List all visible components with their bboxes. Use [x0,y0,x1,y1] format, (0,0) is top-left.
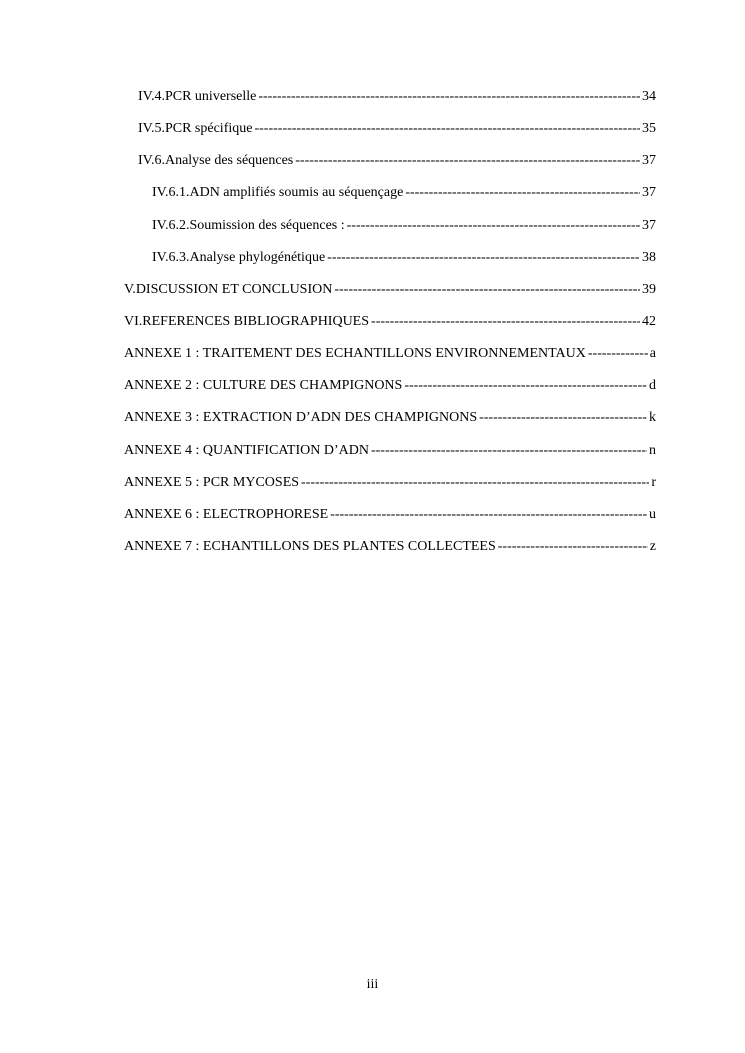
toc-entry[interactable] [138,119,656,139]
toc-entry[interactable] [124,312,656,332]
toc-entry[interactable] [152,248,656,268]
toc-entry-number: V. [124,282,136,297]
toc-entry[interactable] [124,376,656,396]
toc-entry-title: ADN amplifiés soumis au séquençage [189,185,404,200]
toc-entry-page: 37 [642,185,656,200]
toc-entry-title: ANNEXE 6 : ELECTROPHORESE [124,507,329,522]
toc-entry-page: 34 [642,89,656,104]
toc-entry-page: a [649,346,656,361]
toc-entry-title: Analyse des séquences [164,153,294,168]
toc-dot-leader [405,183,640,203]
toc-entry[interactable] [124,505,656,525]
toc-entry-number: IV.6. [138,153,165,168]
toc-dot-leader [498,537,648,557]
toc-entry-title: Soumission des séquences : [189,218,345,233]
toc-dot-leader [347,216,640,236]
toc-entry[interactable] [138,151,656,171]
toc-dot-leader [330,505,647,525]
toc-entry[interactable] [124,537,656,557]
toc-entry-page: 42 [642,314,656,329]
toc-dot-leader [327,248,640,268]
toc-entry-title: PCR universelle [164,89,257,104]
toc-entry-page: 37 [642,218,656,233]
toc-entry-title: Analyse phylogénétique [189,250,326,265]
toc-entry-title: ANNEXE 1 : TRAITEMENT DES ECHANTILLONS ENVIRONNEMENTAUX [124,346,586,361]
toc-entry[interactable] [124,408,656,428]
toc-entry-title: PCR spécifique [164,121,253,136]
toc-entry-number: IV.6.3. [152,250,190,265]
toc-dot-leader [295,151,640,171]
toc-entry-page: d [649,378,656,393]
toc-entry-number: IV.6.1. [152,185,190,200]
toc-entry[interactable] [152,183,656,203]
toc-entry-page: z [649,539,656,554]
toc-entry-page: 35 [642,121,656,136]
toc-entry-page: k [649,410,656,425]
toc-entry-title: REFERENCES BIBLIOGRAPHIQUES [142,314,370,329]
toc-entry-title: ANNEXE 4 : QUANTIFICATION D’ADN [124,443,369,458]
toc-entry[interactable] [138,87,656,107]
toc-entry-title: DISCUSSION ET CONCLUSION [135,282,333,297]
toc-entry-title: ANNEXE 3 : EXTRACTION D’ADN DES CHAMPIGNONS [124,410,478,425]
toc-dot-leader [588,344,648,364]
toc-dot-leader [258,87,640,107]
toc-entry-title: ANNEXE 2 : CULTURE DES CHAMPIGNONS [124,378,403,393]
toc-entry[interactable] [124,280,656,300]
toc-dot-leader [404,376,647,396]
toc-dot-leader [371,312,640,332]
page-number: iii [366,977,379,992]
toc-entry-number: IV.4. [138,89,165,104]
toc-entry-page: 39 [642,282,656,297]
toc-entry[interactable] [124,473,656,493]
toc-entry-number: VI. [124,314,143,329]
toc-entry[interactable] [152,216,656,236]
toc-entry-title: ANNEXE 7 : ECHANTILLONS DES PLANTES COLLECTEES [124,539,496,554]
toc-entry-title: ANNEXE 5 : PCR MYCOSES [124,475,300,490]
toc-entry-number: IV.6.2. [152,218,190,233]
toc-dot-leader [479,408,647,428]
toc-entry-page: r [651,475,656,490]
toc-entry-number: IV.5. [138,121,165,136]
toc-entry[interactable] [124,344,656,364]
toc-entry-page: 38 [642,250,656,265]
toc-dot-leader [334,280,640,300]
toc-dot-leader [254,119,640,139]
toc-dot-leader [371,441,647,461]
toc-entry-page: 37 [642,153,656,168]
toc-entry-page: u [649,507,656,522]
toc-dot-leader [301,473,649,493]
toc-entry[interactable] [124,441,656,461]
toc-entry-page: n [649,443,656,458]
